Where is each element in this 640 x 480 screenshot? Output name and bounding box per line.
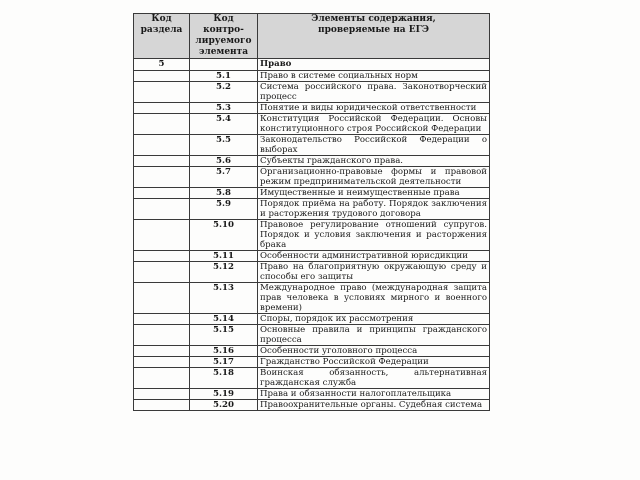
content-element-cell: Правовое регулирование отношений супругов. Порядок и условия заключения и расторжения брака <box>258 220 490 251</box>
section-column-cell <box>134 220 190 251</box>
content-element-cell: Имущественные и неимущественные права <box>258 188 490 199</box>
table-row <box>134 357 490 368</box>
section-column-cell <box>134 283 190 314</box>
section-column-cell <box>134 325 190 346</box>
section-title-cell: Право <box>258 59 490 71</box>
table-row <box>134 135 490 156</box>
section-heading-row <box>134 59 490 71</box>
section-empty-cell <box>190 59 258 71</box>
content-element-cell: Особенности административной юрисдикции <box>258 251 490 262</box>
element-code-cell: 5.3 <box>190 103 258 114</box>
element-code-cell: 5.13 <box>190 283 258 314</box>
element-code-cell: 5.8 <box>190 188 258 199</box>
table-row <box>134 251 490 262</box>
table-row <box>134 400 490 411</box>
table-row <box>134 389 490 400</box>
section-column-cell <box>134 103 190 114</box>
element-code-cell: 5.20 <box>190 400 258 411</box>
content-element-cell: Гражданство Российской Федерации <box>258 357 490 368</box>
content-element-cell: Особенности уголовного процесса <box>258 346 490 357</box>
element-code-cell: 5.5 <box>190 135 258 156</box>
content-element-cell: Право в системе социальных норм <box>258 71 490 82</box>
content-element-cell: Порядок приёма на работу. Порядок заключения и расторжения трудового договора <box>258 199 490 220</box>
section-column-cell <box>134 71 190 82</box>
codifier-table <box>133 13 490 411</box>
element-code-cell: 5.7 <box>190 167 258 188</box>
content-element-cell: Система российского права. Законотворческий процесс <box>258 82 490 103</box>
table-row <box>134 156 490 167</box>
content-element-cell: Конституция Российской Федерации. Основы конституционного строя Российской Федерации <box>258 114 490 135</box>
section-code-cell: 5 <box>134 59 190 71</box>
section-column-cell <box>134 199 190 220</box>
element-code-cell: 5.18 <box>190 368 258 389</box>
element-code-cell: 5.17 <box>190 357 258 368</box>
element-code-cell: 5.11 <box>190 251 258 262</box>
element-code-cell: 5.1 <box>190 71 258 82</box>
content-element-cell: Споры, порядок их рассмотрения <box>258 314 490 325</box>
section-column-cell <box>134 400 190 411</box>
table-row <box>134 82 490 103</box>
element-code-cell: 5.16 <box>190 346 258 357</box>
table-row <box>134 220 490 251</box>
content-element-cell: Международное право (международная защита прав человека в условиях мирного и военного времени) <box>258 283 490 314</box>
table-row <box>134 283 490 314</box>
table-row <box>134 325 490 346</box>
element-code-cell: 5.15 <box>190 325 258 346</box>
section-column-cell <box>134 346 190 357</box>
section-column-cell <box>134 156 190 167</box>
table-row <box>134 188 490 199</box>
content-element-cell: Правоохранительные органы. Судебная система <box>258 400 490 411</box>
table-row <box>134 167 490 188</box>
content-element-cell: Основные правила и принципы гражданского процесса <box>258 325 490 346</box>
header-element-code: Код контро- лируемого элемента <box>190 14 258 59</box>
table-row <box>134 199 490 220</box>
table-header <box>134 14 490 59</box>
content-element-cell: Право на благоприятную окружающую среду и способы его защиты <box>258 262 490 283</box>
table-row <box>134 103 490 114</box>
section-column-cell <box>134 135 190 156</box>
section-column-cell <box>134 357 190 368</box>
element-code-cell: 5.9 <box>190 199 258 220</box>
section-column-cell <box>134 314 190 325</box>
section-column-cell <box>134 262 190 283</box>
section-column-cell <box>134 82 190 103</box>
element-code-cell: 5.4 <box>190 114 258 135</box>
content-element-cell: Организационно-правовые формы и правовой режим предпринимательской деятельности <box>258 167 490 188</box>
section-column-cell <box>134 368 190 389</box>
content-element-cell: Субъекты гражданского права. <box>258 156 490 167</box>
element-code-cell: 5.6 <box>190 156 258 167</box>
section-column-cell <box>134 114 190 135</box>
section-column-cell <box>134 389 190 400</box>
table-row <box>134 71 490 82</box>
element-code-cell: 5.2 <box>190 82 258 103</box>
section-column-cell <box>134 188 190 199</box>
table-row <box>134 368 490 389</box>
header-section-code: Код раздела <box>134 14 190 59</box>
section-column-cell <box>134 167 190 188</box>
header-content-elements: Элементы содержания, проверяемые на ЕГЭ <box>258 14 490 59</box>
content-element-cell: Законодательство Российской Федерации о выборах <box>258 135 490 156</box>
content-element-cell: Права и обязанности налогоплательщика <box>258 389 490 400</box>
table-body <box>134 59 490 411</box>
element-code-cell: 5.14 <box>190 314 258 325</box>
content-element-cell: Понятие и виды юридической ответственности <box>258 103 490 114</box>
table-row <box>134 262 490 283</box>
element-code-cell: 5.19 <box>190 389 258 400</box>
table-row <box>134 114 490 135</box>
content-element-cell: Воинская обязанность, альтернативная гражданская служба <box>258 368 490 389</box>
element-code-cell: 5.10 <box>190 220 258 251</box>
element-code-cell: 5.12 <box>190 262 258 283</box>
table-row <box>134 346 490 357</box>
section-column-cell <box>134 251 190 262</box>
table-row <box>134 314 490 325</box>
